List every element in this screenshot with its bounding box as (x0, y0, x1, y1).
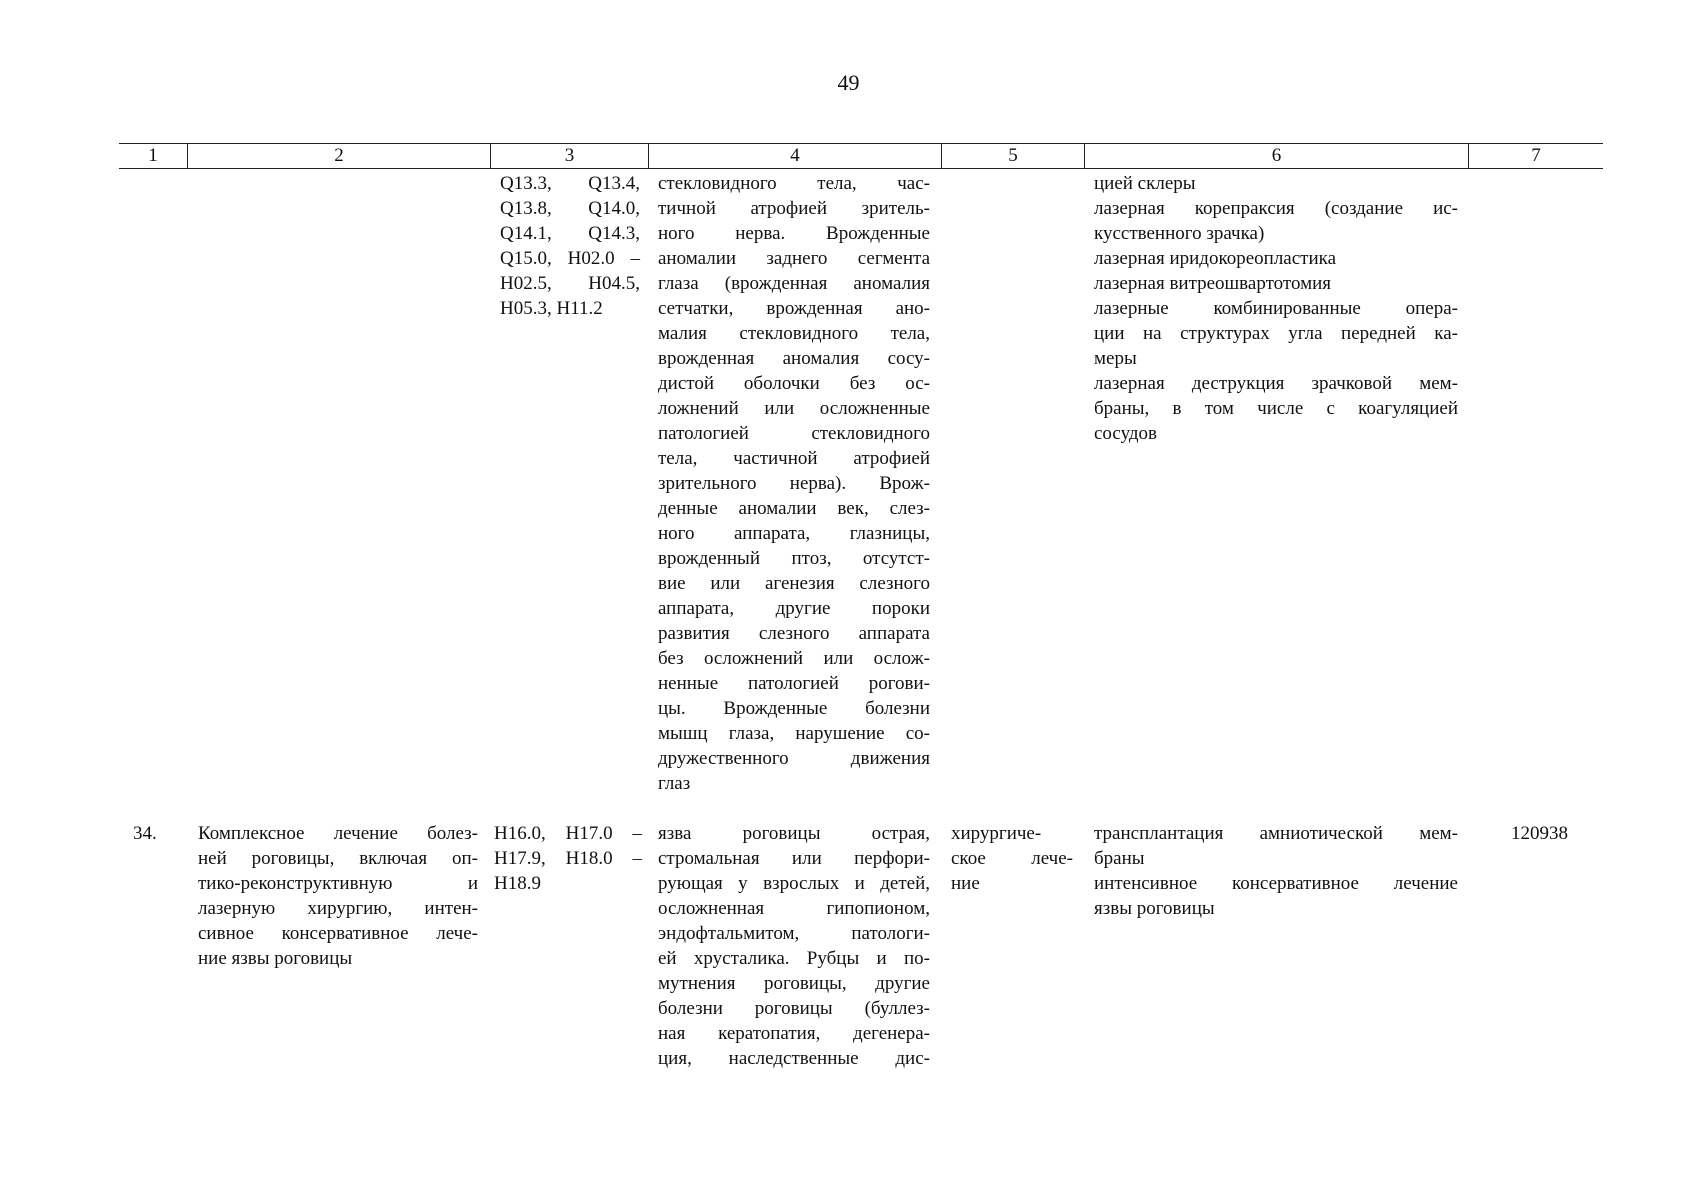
model-line: аппарата, другие пороки (658, 598, 930, 619)
model-line: патологией стекловидного (658, 423, 930, 444)
model-line: тичной атрофией зритель- (658, 198, 930, 219)
header-col-6: 6 (1084, 144, 1468, 168)
treatment-line: хирургиче- (951, 823, 1042, 844)
model-line: вие или агенезия слезного (658, 573, 930, 594)
model-line: денные аномалии век, слез- (658, 498, 930, 519)
model-line: аномалии заднего сегмента (658, 248, 930, 269)
model-line: сетчатки, врожденная ано- (658, 298, 930, 319)
method-line: язвы роговицы (1094, 898, 1215, 919)
code-line: H02.5, H04.5, (500, 273, 640, 294)
method-line: браны, в том числе с коагуляцией (1094, 398, 1458, 419)
method-line: ции на структурах угла передней ка- (1094, 323, 1458, 344)
code-line: Q13.8, Q14.0, (500, 198, 640, 219)
model-line: дистой оболочки без ос- (658, 373, 930, 394)
row-34-method-cell (1094, 821, 1458, 921)
model-line: рующая у взрослых и детей, (658, 873, 930, 894)
header-col-5: 5 (941, 144, 1084, 168)
model-line: зрительного нерва). Врож- (658, 473, 930, 494)
code-line: Q15.0, H02.0 – (500, 248, 640, 269)
model-line: малия стекловидного тела, (658, 323, 930, 344)
continuation-model-cell (658, 171, 930, 796)
model-line: мутнения роговицы, другие (658, 973, 930, 994)
model-line: мышц глаза, нарушение со- (658, 723, 930, 744)
row-34-codes-cell (494, 821, 642, 896)
header-col-7: 7 (1468, 144, 1603, 168)
model-line: язва роговицы острая, (658, 823, 930, 844)
row-34-number-cell (133, 821, 173, 846)
model-line: ненные патологией рогови- (658, 673, 930, 694)
model-line: глаз (658, 773, 691, 794)
method-line: лазерная корепраксия (создание ис- (1094, 198, 1458, 219)
model-line: ная кератопатия, дегенера- (658, 1023, 930, 1044)
method-line: лазерная деструкция зрачковой мем- (1094, 373, 1458, 394)
name-line: ней роговицы, включая оп- (198, 848, 478, 869)
code-line: H17.9, H18.0 – (494, 848, 642, 869)
code-line: H05.3, H11.2 (500, 298, 603, 319)
header-col-4: 4 (648, 144, 941, 168)
treatment-line: ское лече- (951, 848, 1073, 869)
model-line: цы. Врожденные болезни (658, 698, 930, 719)
model-line: без осложнений или ослож- (658, 648, 930, 669)
row-34-name-cell (198, 821, 478, 971)
continuation-codes-cell (500, 171, 640, 321)
header-col-1: 1 (148, 145, 158, 166)
cost-value: 120938 (1511, 823, 1568, 844)
method-line: цией склеры (1094, 173, 1196, 194)
name-line: лазерную хирургию, интен- (198, 898, 478, 919)
model-line: глаза (врожденная аномалия (658, 273, 930, 294)
row-34-model-cell (658, 821, 930, 1071)
model-line: стромальная или перфори- (658, 848, 930, 869)
model-line: ей хрусталика. Рубцы и по- (658, 948, 930, 969)
header-col-2: 2 (187, 144, 490, 168)
method-line: лазерная витреошвартотомия (1094, 273, 1332, 294)
row-number: 34. (133, 823, 157, 844)
method-line: лазерная иридокореопластика (1094, 248, 1337, 269)
treatment-line: ние (951, 873, 980, 894)
code-line: Q14.1, Q14.3, (500, 223, 640, 244)
model-line: ложнений или осложненные (658, 398, 930, 419)
page-number: 49 (837, 70, 860, 95)
continuation-method-cell (1094, 171, 1458, 446)
model-line: ного нерва. Врожденные (658, 223, 930, 244)
model-line: болезни роговицы (буллез- (658, 998, 930, 1019)
model-line: дружественного движения (658, 748, 930, 769)
model-line: осложненная гипопионом, (658, 898, 930, 919)
row-34-treatment-cell (951, 821, 1073, 896)
code-line: Q13.3, Q13.4, (500, 173, 640, 194)
model-line: врожденная аномалия сосу- (658, 348, 930, 369)
method-line: сосудов (1094, 423, 1158, 444)
name-line: ние язвы роговицы (198, 948, 353, 969)
method-line: кусственного зрачка) (1094, 223, 1265, 244)
model-line: ция, наследственные дис- (658, 1048, 930, 1069)
name-line: тико-реконструктивную и (198, 873, 478, 894)
method-line: интенсивное консервативное лечение (1094, 873, 1458, 894)
table-header-row (119, 143, 1603, 169)
model-line: эндофтальмитом, патологи- (658, 923, 930, 944)
code-line: H18.9 (494, 873, 541, 894)
model-line: врожденный птоз, отсутст- (658, 548, 930, 569)
model-line: развития слезного аппарата (658, 623, 930, 644)
method-line: меры (1094, 348, 1137, 369)
model-line: ного аппарата, глазницы, (658, 523, 930, 544)
name-line: сивное консервативное лече- (198, 923, 478, 944)
header-col-3: 3 (490, 144, 648, 168)
method-line: лазерные комбинированные опера- (1094, 298, 1458, 319)
method-line: браны (1094, 848, 1145, 869)
code-line: H16.0, H17.0 – (494, 823, 642, 844)
method-line: трансплантация амниотической мем- (1094, 823, 1458, 844)
row-34-cost-cell (1468, 821, 1568, 846)
model-line: тела, частичной атрофией (658, 448, 930, 469)
name-line: Комплексное лечение болез- (198, 823, 478, 844)
model-line: стекловидного тела, час- (658, 173, 930, 194)
